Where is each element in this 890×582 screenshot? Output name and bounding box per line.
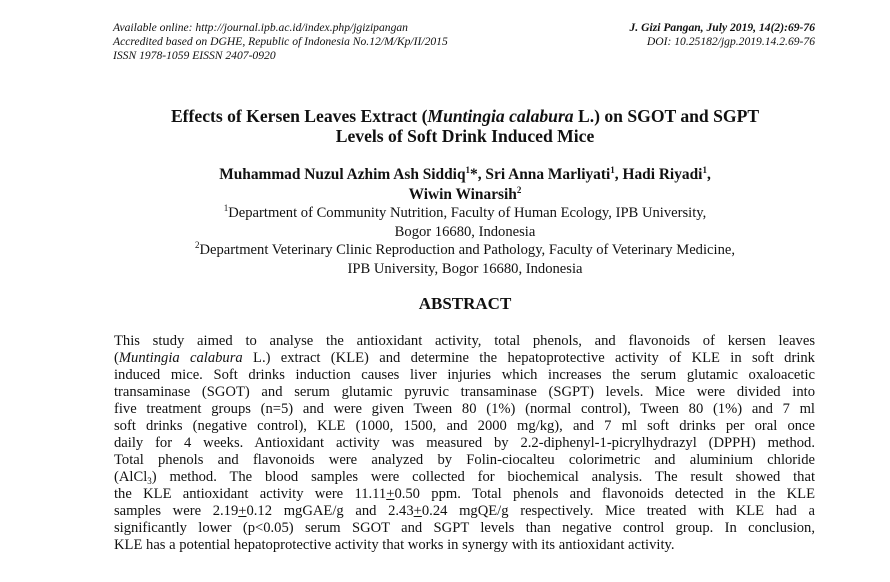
accreditation-line: Accredited based on DGHE, Republic of Indonesia No.12/M/Kp/II/2015 <box>113 35 448 48</box>
abstract-line: daily for 4 weeks. Antioxidant activity was measured by 2.2-diphenyl-1-picrylhydrazyl (DPPH) method. <box>114 435 815 451</box>
author-1-affil: 1 <box>465 165 471 175</box>
abstract-text: ) method. The blood samples were collected for biochemical analysis. The result showed that <box>151 469 815 485</box>
affiliation-1 <box>90 204 840 241</box>
affiliation-1-line-1 <box>90 204 840 223</box>
abstract-line <box>114 469 815 486</box>
abstract-line: five treatment groups (n=5) and were given Tween 80 (1%) (normal control), Tween 80 (1%) and 7 ml <box>114 401 815 417</box>
paper-title <box>90 106 840 146</box>
corresponding-mark: * <box>470 166 478 183</box>
affiliation-1-line-2: Bogor 16680, Indonesia <box>394 223 536 240</box>
affiliation-1-text: Department of Community Nutrition, Faculty of Human Ecology, IPB University, <box>228 205 707 221</box>
title-line-2: Levels of Soft Drink Induced Mice <box>335 126 595 146</box>
affiliation-2 <box>90 241 840 278</box>
title-text-1: Effects of Kersen Leaves Extract ( <box>170 106 428 126</box>
abstract-heading: ABSTRACT <box>418 294 512 313</box>
author-2-affil: 1 <box>610 165 615 175</box>
abstract-text: the KLE antioxidant activity were 11.11 <box>114 486 387 502</box>
abstract-line <box>114 503 815 520</box>
author-1: Muhammad Nuzul Azhim Ash Siddiq <box>219 166 466 183</box>
abstract-text: L.) extract (KLE) and determine the hepatoprotective activity of KLE in soft drink <box>242 350 815 366</box>
title-text-2: L.) on SGOT and SGPT <box>573 106 760 126</box>
author-separator: , <box>706 166 711 183</box>
doi-line: DOI: 10.25182/jgp.2019.14.2.69-76 <box>646 35 815 48</box>
plus-minus-sign: + <box>386 486 395 502</box>
issn-line: ISSN 1978-1059 EISSN 2407-0920 <box>113 49 276 62</box>
affiliation-2-text: Department Veterinary Clinic Reproduction and Pathology, Faculty of Veterinary Medicine, <box>199 242 735 258</box>
author-2: Sri Anna Marliyati <box>485 166 611 183</box>
title-line-1 <box>90 106 840 126</box>
abstract-line: transaminase (SGOT) and serum glutamic pyruvic transaminase (SGPT) levels. Mice were divided into <box>114 384 815 400</box>
author-line-1 <box>90 165 840 185</box>
abstract-text: 0.12 mgGAE/g and 2.43 <box>246 503 414 519</box>
abstract-line: significantly lower (p<0.05) serum SGOT and SGPT levels than negative control group. In conclusion, <box>114 520 815 536</box>
affiliation-1-number: 1 <box>223 203 229 213</box>
author-4: Wiwin Winarsih <box>408 186 517 203</box>
abstract-line: Total phenols and flavonoids were analyzed by Folin-ciocalteu colorimetric and aluminium chloride <box>114 452 815 468</box>
author-3: Hadi Riyadi <box>622 166 703 183</box>
journal-citation: J. Gizi Pangan, July 2019, 14(2):69-76 <box>629 21 815 34</box>
author-4-affil: 2 <box>516 185 522 195</box>
title-species: Muntingia calabura <box>427 106 574 126</box>
abstract-line: KLE has a potential hepatoprotective activity that works in synergy with its antioxidant activity. <box>114 537 675 553</box>
affiliation-2-number: 2 <box>194 240 200 250</box>
abstract-text: 0.50 ppm. Total phenols and flavonoids detected in the KLE <box>394 486 815 502</box>
abstract-line <box>114 486 815 503</box>
chemical-subscript: 3 <box>147 476 152 486</box>
abstract-line: induced mice. Soft drinks induction causes liver injuries which increases the serum glutamic oxaloacetic <box>114 367 815 383</box>
plus-minus-sign: + <box>238 503 247 519</box>
abstract-line: soft drinks (negative control), KLE (1000, 1500, and 2000 mg/kg), and 7 ml soft drinks per oral once <box>114 418 815 434</box>
abstract-line <box>114 350 815 367</box>
abstract-text: (AlCl <box>114 469 148 485</box>
author-line-2 <box>90 185 840 205</box>
author-list <box>90 165 840 205</box>
affiliation-2-line-2: IPB University, Bogor 16680, Indonesia <box>347 260 583 277</box>
plus-minus-sign: + <box>413 503 422 519</box>
abstract-text: ( <box>114 350 119 366</box>
abstract-species: Muntingia calabura <box>118 350 243 366</box>
author-separator: , <box>477 166 486 183</box>
author-separator: , <box>614 166 623 183</box>
affiliation-2-line-1 <box>90 241 840 260</box>
abstract-line: This study aimed to analyse the antioxidant activity, total phenols, and flavonoids of kersen leaves <box>114 333 815 349</box>
availability-line: Available online: http://journal.ipb.ac.id/index.php/jgizipangan <box>113 21 408 34</box>
author-3-affil: 1 <box>702 165 707 175</box>
abstract-text: 0.24 mgQE/g respectively. Mice treated with KLE had a <box>421 503 815 519</box>
abstract-text: samples were 2.19 <box>114 503 239 519</box>
